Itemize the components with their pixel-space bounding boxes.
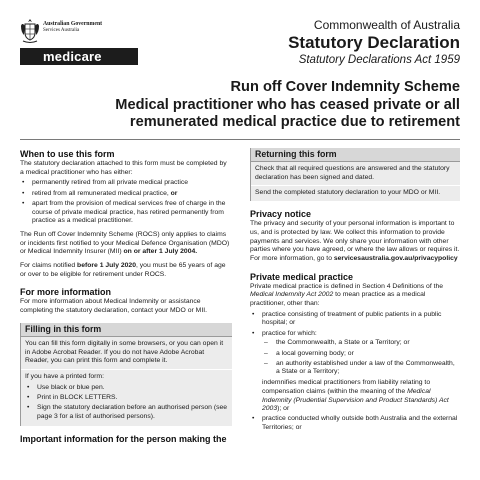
more-info-text: For more information about Medical Indemnity or assistance completing the statutory declaration, contact your MDO or MII.: [20, 298, 207, 315]
sub-list-item: – a local governing body; or: [262, 350, 460, 359]
privacy-policy-link[interactable]: servicesaustralia.gov.au/privacypolicy: [333, 254, 458, 262]
gov-line: Australian Government: [43, 21, 103, 27]
returning-heading: Returning this form: [251, 148, 460, 162]
when-intro: The statutory declaration attached to this form must be completed by a medical practitioner who has either:: [20, 160, 227, 176]
list-item: • permanently retired from all private medical practice: [20, 179, 232, 188]
agency-wordmark: [43, 21, 102, 34]
list-item: • apart from the provision of medical services free of charge in the course of private medical practice, has retired permanently from practice as a medical practitioner.: [20, 200, 232, 226]
scheme-title-line: Medical practitioner who has ceased private or all: [115, 96, 460, 113]
list-item: • retired from all remunerated medical practice, or: [20, 190, 232, 199]
list-item: • practice conducted wholly outside both Australia and the external Territories; or: [250, 415, 460, 432]
medicare-brand: medicare: [20, 48, 138, 65]
privacy-text: The privacy and security of your personal information is important to us, and is protected by law. We collect this information to provide payments and services. We only share your information with other parties where you have agreed, or where the law allows or requires it. For more information, go to servicesaustralia.gov.au/privacypolicy: [250, 220, 460, 262]
more-info-heading: For more information: [20, 287, 112, 298]
scheme-title: [115, 79, 460, 132]
printed-form-list: [25, 384, 228, 422]
claims-paragraph: For claims notified before 1 July 2020, you must be 65 years of age or over to be eligible for retirement under ROCS.: [20, 262, 226, 278]
filling-in-text: You can fill this form digitally in some browsers, or you can open it in Adobe Acrobat Reader. If you do not have Adobe Acrobat Reader, you can print this form and complete it.: [25, 339, 224, 365]
commonwealth-line: Commonwealth of Australia: [313, 18, 460, 32]
scheme-title-line: Run off Cover Indemnity Scheme: [230, 79, 460, 95]
list-item: • Sign the statutory declaration before an authorised person (see page 3 for a list of authorised persons).: [25, 404, 228, 421]
private-practice-heading: Private medical practice: [250, 271, 354, 282]
sub-list-item: – the Commonwealth, a State or a Territory; or: [262, 339, 460, 348]
private-practice-text: Private medical practice is defined in Section 4 Definitions of the Medical Indemnity Act 2002 to mean practice as a medical practitioner, other than:: [250, 282, 444, 308]
indemnifies-text: indemnifies medical practitioners from liability relating to compensation claims (within the meaning of the Medical Indemnity (Prudential Supervision and Product Standards) Act 2003); or: [262, 379, 449, 413]
printed-form-text: If you have a printed form:: [25, 372, 104, 380]
agency-line: Services Australia: [43, 28, 80, 34]
sub-list: [262, 339, 460, 377]
returning-box: [250, 148, 460, 201]
left-column: [20, 148, 232, 445]
filling-in-heading: Filling in this form: [21, 323, 232, 337]
sub-list-item: – an authority established under a law of the Commonwealth, a State or a Territory;: [262, 360, 460, 377]
list-item: • practice for which: – the Commonwealth, a State or a Territory; or – a local governing body; or – an authority established under a law of the Commonwealth, a State or a Territory; indemnifies medical practitioners from liability relating to compensation claims (within the meaning of the Medical Indemnity (Prudential Supervision and Product Standards) Act 2003); or: [250, 330, 460, 414]
act-reference: Statutory Declarations Act 1959: [298, 54, 460, 66]
scheme-title-line: remunerated medical practice due to retirement: [129, 114, 460, 130]
list-item: • Use black or blue pen.: [25, 384, 228, 393]
rocs-paragraph: The Run off Cover Indemnity Scheme (ROCS) only applies to claims or incidents first notified to your Medical Defence Organisation (MDO) or Medical Indemnity Insurer (MII) on or after 1 July 2004.: [20, 230, 230, 256]
when-list: [20, 179, 232, 226]
when-to-use-heading: When to use this form: [20, 149, 115, 159]
filling-in-box: [20, 323, 232, 426]
header-divider: [20, 139, 460, 140]
statutory-declaration-title: Statutory Declaration: [288, 33, 460, 52]
right-column: [250, 148, 460, 438]
returning-send-text: Send the completed statutory declaration to your MDO or MII.: [255, 189, 441, 197]
form-title-block: [288, 18, 460, 68]
list-item: • practice consisting of treatment of public patients in a public hospital; or: [250, 311, 460, 328]
privacy-heading: Privacy notice: [250, 209, 312, 220]
list-item: • Print in BLOCK LETTERS.: [25, 394, 228, 403]
important-info-heading: Important information for the person making the: [20, 433, 227, 444]
returning-text: Check that all required questions are answered and the statutory declaration has been signed and dated.: [255, 165, 450, 181]
private-practice-list: [250, 311, 460, 433]
coat-of-arms-icon: [20, 17, 40, 45]
